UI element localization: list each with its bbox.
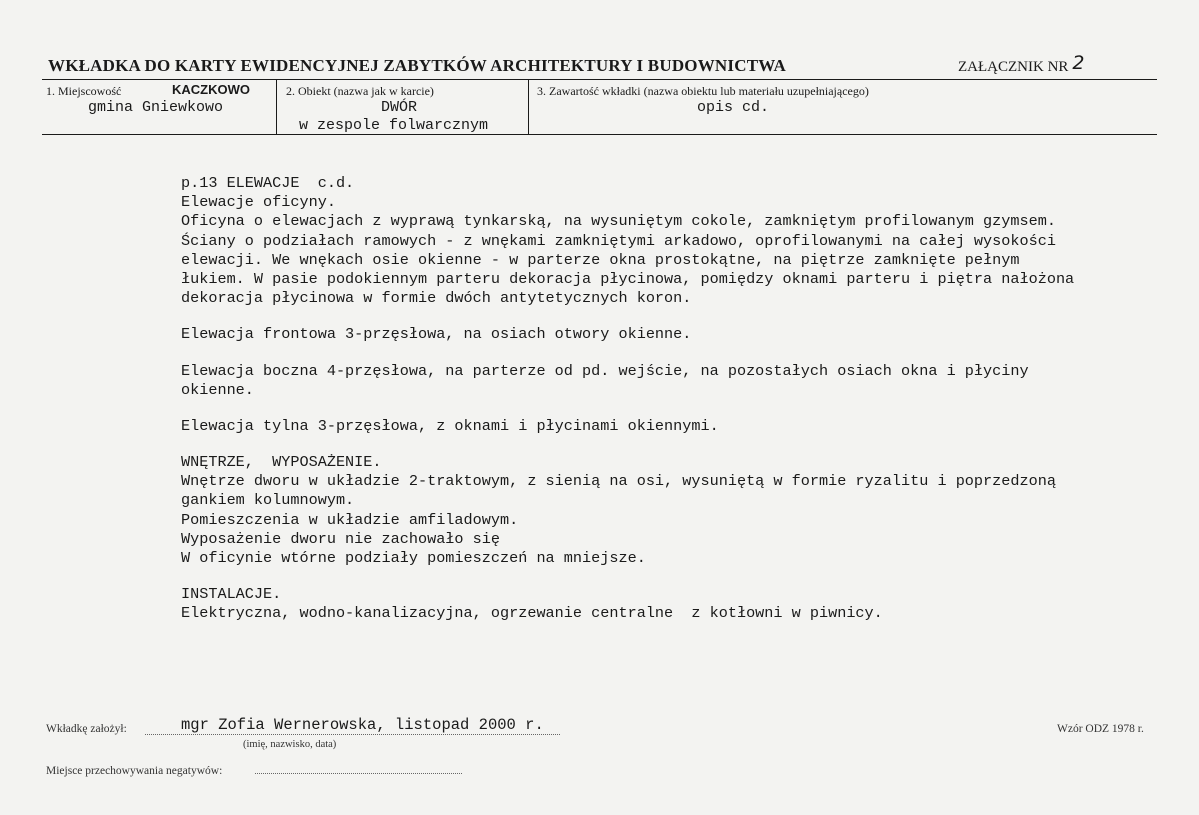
paragraph-front-elevation (181, 325, 1171, 344)
field-divider-2 (528, 80, 529, 134)
text-line: gankiem kolumnowym. (181, 491, 355, 510)
text-line: Wnętrze dworu w układzie 2-traktowym, z sienią na osi, wysuniętą w formie ryzalitu i poprzedzoną (181, 472, 1056, 491)
author-caption: (imię, nazwisko, data) (243, 739, 337, 750)
form-title: WKŁADKA DO KARTY EWIDENCYJNEJ ZABYTKÓW ARCHITEKTURY I BUDOWNICTWA (48, 56, 787, 75)
paragraph-interior (181, 453, 1171, 568)
field-divider-1 (276, 80, 277, 134)
object-value: DWÓR (381, 99, 418, 116)
content-value: opis cd. (697, 99, 770, 116)
paragraph-rear-elevation (181, 417, 1171, 436)
description-body (181, 174, 1171, 624)
text-line: Elewacje oficyny. (181, 193, 336, 212)
text-line: elewacji. We wnękach osie okienne - w parterze okna prostokątne, na piętrze zamknięte pełnym (181, 250, 1020, 269)
paragraph-installations (181, 585, 1171, 623)
text-line: Pomieszczenia w układzie amfiladowym. (181, 510, 519, 529)
object-label: 2. Obiekt (nazwa jak w karcie) (286, 84, 434, 98)
annex-number: 2 (1072, 52, 1085, 74)
object-complex-value: w zespole folwarcznym (299, 117, 489, 134)
text-line: Elewacja boczna 4-przęsłowa, na parterze od pd. wejście, na pozostałych osiach okna i płyciny (181, 361, 1029, 380)
author-dotted-line (145, 734, 560, 735)
text-line: dekoracja płycinowa w formie dwóch antytetycznych koron. (181, 289, 692, 308)
text-line: Oficyna o elewacjach z wyprawą tynkarską, na wysuniętym cokole, zamkniętym profilowanym gzymsem. (181, 212, 1056, 231)
text-line: Elewacja tylna 3-przęsłowa, z oknami i płycinami okiennymi. (181, 416, 719, 435)
text-line: Wyposażenie dworu nie zachowało się (181, 529, 500, 548)
negatives-label: Miejsce przechowywania negatywów: (46, 765, 223, 777)
text-line: okienne. (181, 380, 254, 399)
text-line: INSTALACJE. (181, 585, 282, 604)
header-top-rule (42, 79, 1157, 80)
header-bottom-rule (42, 134, 1157, 135)
locality-label: 1. Miejscowość (46, 84, 122, 98)
locality-value: KACZKOWO (172, 82, 250, 97)
text-line: W oficynie wtórne podziały pomieszczeń na mniejsze. (181, 549, 646, 567)
annex-label-text: ZAŁĄCZNIK NR (958, 59, 1069, 75)
municipality-value: gmina Gniewkowo (88, 99, 224, 116)
text-line: Elewacja frontowa 3-przęsłowa, na osiach otwory okienne. (181, 325, 692, 344)
text-line: łukiem. W pasie podokiennym parteru dekoracja płycinowa, pomiędzy oknami parteru i piętra nałożona (181, 269, 1075, 288)
annex-label (958, 54, 1085, 76)
form-model-label: Wzór ODZ 1978 r. (1057, 723, 1144, 735)
paragraph-elevations (181, 174, 1171, 308)
author-value: mgr Zofia Wernerowska, listopad 2000 r. (181, 716, 544, 734)
paragraph-side-elevation (181, 362, 1171, 400)
text-line: p.13 ELEWACJE c.d. (181, 174, 355, 192)
content-label: 3. Zawartość wkładki (nazwa obiektu lub materiału uzupełniającego) (537, 84, 869, 98)
author-label: Wkładkę założył: (46, 723, 127, 735)
text-line: Ściany o podziałach ramowych - z wnękami zamkniętymi arkadowo, oprofilowanymi na całej wysokości (181, 231, 1056, 250)
negatives-dotted-line (255, 773, 462, 774)
text-line: WNĘTRZE, WYPOSAŻENIE. (181, 453, 382, 472)
text-line: Elektryczna, wodno-kanalizacyjna, ogrzewanie centralne z kotłowni w piwnicy. (181, 604, 883, 623)
